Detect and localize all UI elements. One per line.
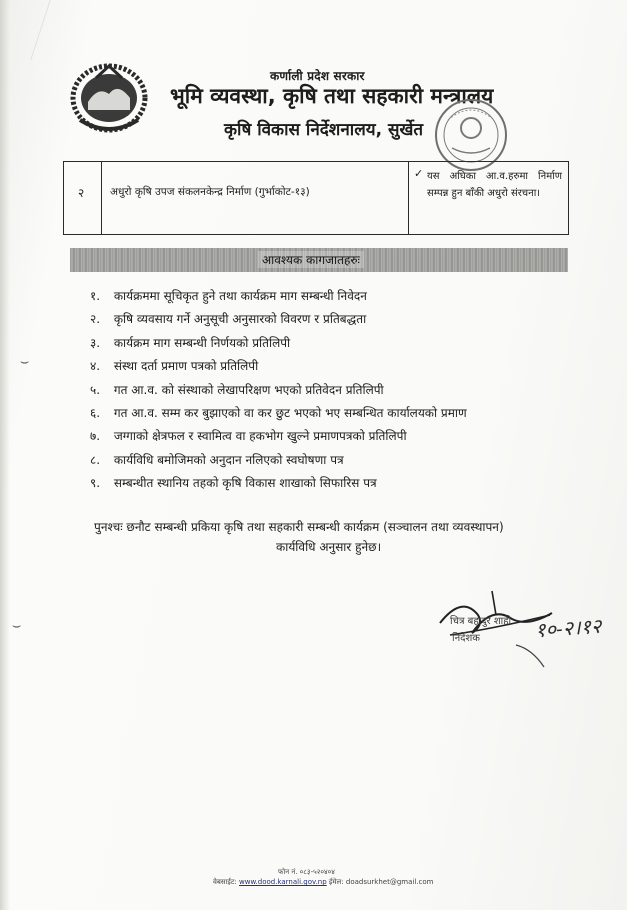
list-item — [90, 310, 467, 333]
item-text: जग्गाको क्षेत्रफल र स्वामित्व वा हकभोग खुल्ने प्रमाणपत्रको प्रतिलिपी — [113, 429, 407, 444]
list-item — [90, 381, 467, 404]
list-item — [90, 474, 467, 497]
program-table-row — [63, 161, 569, 235]
signature-date: १०-२।१२ — [534, 613, 603, 643]
item-text: कृषि व्यवसाय गर्ने अनुसूची अनुसारको विवरण र प्रतिबद्धता — [113, 312, 367, 327]
required-documents-title: आवश्यक कागजातहरुः — [258, 251, 364, 268]
program-title: अधुरो कृषि उपज संकलनकेन्द्र निर्माण (गुर्भाकोट-१३) — [110, 186, 310, 198]
item-text: सम्बन्धीत स्थानिय तहको कृषि विकास शाखाको सिफारिस पत्र — [113, 476, 377, 491]
item-number: ७. — [90, 429, 101, 444]
ministry-name: भूमि व्यवस्था, कृषि तथा सहकारी मन्त्रालय — [170, 84, 494, 108]
note-line-2: कार्यविधि अनुसार हुनेछ। — [276, 540, 382, 554]
page-edge-shadow — [0, 0, 10, 910]
item-text: कार्यक्रम माग सम्बन्धी निर्णयको प्रतिलिपी — [113, 335, 291, 350]
item-text: कार्यविधि बमोजिमको अनुदान नलिएको स्वघोषणा पत्र — [113, 452, 344, 467]
item-number: ६. — [90, 405, 101, 420]
email-address[interactable]: doadsurkhet@gmail.com — [345, 878, 434, 886]
website-link[interactable]: www.dood.karnali.gov.np — [239, 878, 327, 886]
footer-contact — [213, 878, 433, 887]
required-documents-list — [90, 287, 467, 498]
paper-crease — [0, 0, 51, 60]
list-item — [90, 427, 467, 450]
item-number: ८. — [90, 452, 101, 467]
footer-phone: फोन नं. ०८३-५२०४०४ — [278, 868, 335, 876]
nepal-emblem-icon — [66, 58, 152, 134]
item-number: ९. — [90, 476, 101, 491]
punch-hole-mark: ⌣ — [12, 618, 22, 634]
item-number: १. — [90, 289, 101, 303]
item-number: ५. — [90, 382, 101, 397]
remark-text: यस अघिका आ.व.हरुमा निर्माण सम्पन्न हुन बाँकी अधुरो संरचना। — [427, 171, 562, 199]
check-mark-icon: ✓ — [414, 167, 424, 180]
note-line-1: पुनश्चः छनौट सम्बन्धी प्रकिया कृषि तथा सहकारी सम्बन्धी कार्यक्रम (सञ्चालन तथा व्यवस्थापन) — [94, 520, 504, 534]
remark-cell — [409, 162, 569, 234]
signer-name: चित्र बहादुर शाही — [450, 616, 512, 627]
item-text: संस्था दर्ता प्रमाण पत्रको प्रतिलिपी — [113, 359, 259, 374]
item-number: ४. — [90, 359, 101, 374]
program-title-cell — [102, 162, 409, 234]
item-text: गत आ.व. सम्म कर बुझाएको वा कर छुट भएको भए सम्बन्धित कार्यालयको प्रमाण — [113, 405, 467, 420]
directorate-name: कृषि विकास निर्देशनालय, सुर्खेत — [224, 120, 424, 140]
email-label: ईमेल: — [328, 878, 344, 886]
serial-cell — [64, 162, 102, 234]
list-item — [90, 287, 467, 310]
item-number: २. — [90, 312, 101, 327]
government-name: कर्णाली प्रदेश सरकार — [270, 69, 365, 83]
item-text: कार्यक्रममा सूचिकृत हुने तथा कार्यक्रम माग सम्बन्धी निवेदन — [113, 289, 367, 303]
signer-title: निर्देशक — [452, 633, 480, 644]
serial-number: २ — [78, 186, 85, 200]
punch-hole-mark: ⌣ — [20, 354, 30, 370]
list-item — [90, 404, 467, 427]
item-text: गत आ.व. को संस्थाको लेखापरिक्षण भएको प्रतिवेदन प्रतिलिपी — [113, 382, 384, 397]
website-label: वेबसाईट: — [213, 878, 237, 886]
list-item — [90, 451, 467, 474]
list-item — [90, 334, 467, 357]
item-number: ३. — [90, 335, 101, 350]
list-item — [90, 357, 467, 380]
